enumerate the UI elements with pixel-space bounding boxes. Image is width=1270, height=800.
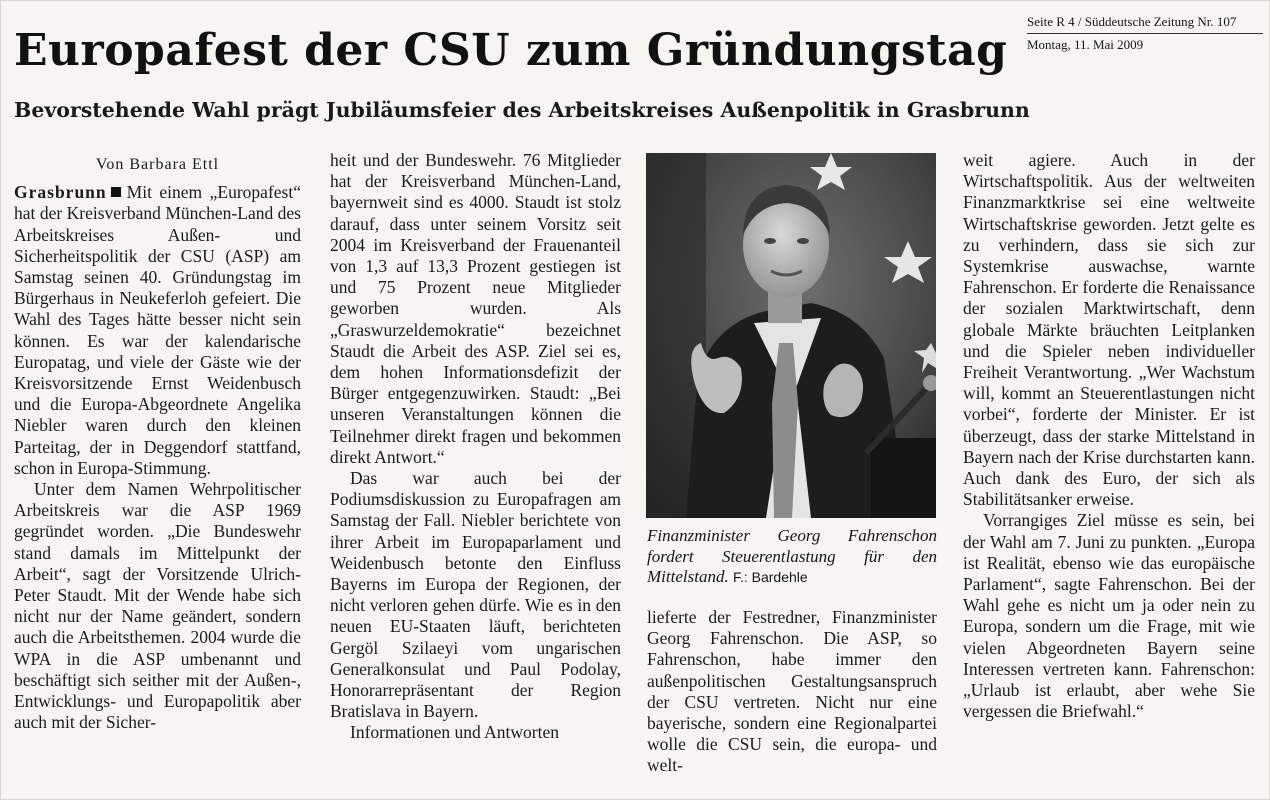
masthead bbox=[1027, 14, 1263, 53]
article-column-4 bbox=[963, 150, 1255, 722]
photo-credit: F.: Bardehle bbox=[732, 569, 808, 585]
article-paragraph: weit agiere. Auch in der Wirtschaftspolitik. Aus der weltweiten Finanzmarktkrise sei eine weltweite Wirtschaftskrise geworden. Jetzt gelte es zu verhindern, dass sie sich zur Systemkrise auswachse, warnte Fahrenschon. Er forderte die Renaissance der sozialen Marktwirtschaft, denn globale Märkte bräuchten Leitplanken und die Spieler neben individueller Freiheit Verantwortung. „Wer Wachstum will, kommt an Steuerentlastungen nicht vorbei“, forderte der Minister. Er ist überzeugt, dass der starke Mittelstand in Bayern nach der Krise durchstarten kann. Auch dank des Euro, der sich als Stabilitätsanker erweise. bbox=[963, 150, 1255, 510]
article-paragraph: Unter dem Namen Wehrpolitischer Arbeitskreis war die ASP 1969 gegründet worden. „Die Bundeswehr stand damals im Mittelpunkt der Arbeit“, sagt der Vorsitzende Ulrich-Peter Staudt. Mit der Wende habe sich nicht nur der Name geändert, sondern auch die Arbeitsthemen. 2004 wurde die WPA in die ASP umbenannt und beschäftigt sich seither mit der Außen-, Entwicklungs- und Europapolitik aber auch mit der Sicher- bbox=[14, 479, 301, 733]
byline: Von Barbara Ettl bbox=[95, 156, 220, 173]
masthead-rule bbox=[1027, 33, 1263, 34]
article-column-1 bbox=[14, 154, 301, 733]
article-paragraph: Vorrangiges Ziel müsse es sein, bei der Wahl am 7. Juni zu punkten. „Europa ist Realität, ebenso wie das europäische Parlament“, sagte Fahrenschon. Bei der Wahl gehe es nicht um ja oder nein zu Europa, sondern um die Frage, mit wie vielen Abgeordneten Bayern seine Interessen vertreten kann. Fahrenschon: „Urlaub ist erlaubt, aber wehe Sie vergessen die Briefwahl.“ bbox=[963, 510, 1255, 722]
photo-image bbox=[646, 153, 936, 518]
dateline-square-icon bbox=[111, 187, 121, 197]
paragraph-text: Mit einem „Europafest“ hat der Kreisverband München-Land des Arbeitskreises Außen- und Sicherheitspolitik der CSU (ASP) am Samstag seinen 40. Gründungstag im Bürgerhaus in Neukeferloh gefeiert. Die Wahl des Tages hätte besser nicht sein können. Es war der kalendarische Europatag, und viele der Gäste wie der Kreisvorsitzende Ernst Weidenbusch und die Europa-Abgeordnete Angelika Niebler waren durch den kleinen Parteitag, der in Deggendorf stattfand, schon in Europa-Stimmung. bbox=[14, 182, 301, 478]
dateline: Grasbrunn bbox=[14, 182, 107, 203]
photo-caption bbox=[647, 526, 937, 588]
headline: Europafest der CSU zum Gründungstag bbox=[14, 25, 1008, 76]
caption-text: Finanzminister Georg Fahrenschon fordert Steuerentlastung für den Mittelstand. bbox=[647, 526, 937, 586]
photo-minister-speaking bbox=[646, 153, 936, 518]
page-reference: Seite R 4 / Süddeutsche Zeitung Nr. 107 bbox=[1027, 14, 1237, 29]
subheadline: Bevorstehende Wahl prägt Jubiläumsfeier des Arbeitskreises Außenpolitik in Grasbrunn bbox=[14, 98, 1030, 122]
issue-date: Montag, 11. Mai 2009 bbox=[1027, 37, 1144, 52]
article-paragraph: heit und der Bundeswehr. 76 Mitglieder hat der Kreisverband München-Land, bayernweit sind es 4000. Staudt ist stolz darauf, dass unter seinem Vorsitz seit 2004 im Kreisverband der Frauenanteil von 1,3 auf 13,3 Prozent gestiegen ist und 75 Prozent neue Mitglieder geworben wurden. Als „Graswurzeldemokratie“ bezeichnet Staudt die Arbeit des ASP. Ziel sei es, dem hohen Informationsdefizit der Bürger entgegenzuwirken. Staudt: „Bei unseren Veranstaltungen können die Teilnehmer direkt fragen und bekommen direkt Antwort.“ bbox=[330, 150, 621, 467]
article-paragraph bbox=[14, 182, 301, 479]
article-column-2 bbox=[330, 150, 621, 744]
article-paragraph: Informationen und Antworten bbox=[350, 722, 559, 743]
article-paragraph: Das war auch bei der Podiumsdiskussion zu Europafragen am Samstag der Fall. Niebler berichtete von ihrer Arbeit im Europaparlament und Weidenbusch betonte den Einfluss Bayerns im Europa der Regionen, der nicht verloren gehen dürfe. Wie es in den neuen EU-Staaten läuft, berichteten Gergöl Szilaeyi vom ungarischen Generalkonsulat und Paul Podolay, Honorarrepräsentant der Region Bratislava in Bayern. bbox=[330, 468, 621, 722]
article-column-3 bbox=[647, 607, 937, 777]
article-paragraph: lieferte der Festredner, Finanzminister Georg Fahrenschon. Die ASP, so Fahrenschon, habe immer den außenpolitischen Gestaltungsanspruch der CSU vertreten. Nicht nur eine bayerische, sondern eine Regionalpartei wolle die CSU sein, die europa- und welt- bbox=[647, 607, 937, 776]
